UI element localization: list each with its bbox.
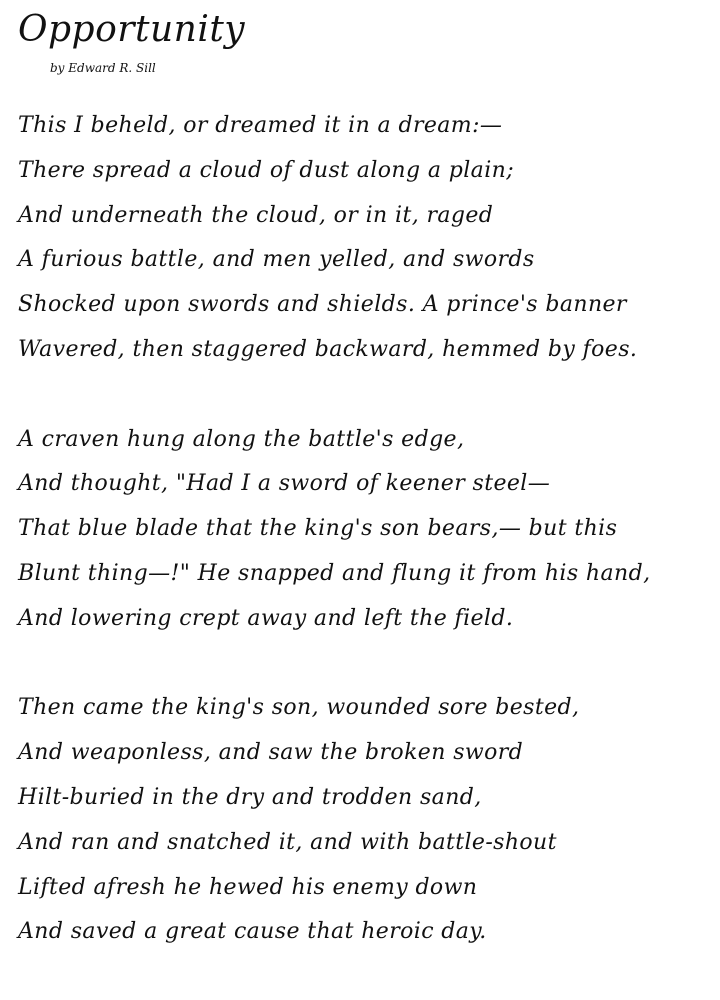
poem-line: And thought, "Had I a sword of keener steel—: [18, 471, 551, 497]
poem-line: Blunt thing—!" He snapped and flung it from his hand,: [18, 560, 651, 586]
poem-line: Wavered, then staggered backward, hemmed by foes.: [18, 336, 638, 362]
poem-line: Hilt-buried in the dry and trodden sand,: [18, 784, 482, 810]
poem-line: This I beheld, or dreamed it in a dream:—: [18, 113, 503, 138]
poem-line: And weaponless, and saw the broken sword: [18, 740, 524, 766]
stanza-2: [18, 418, 708, 642]
stanza-1: [18, 104, 708, 373]
poem-line: A craven hung along the battle's edge,: [18, 426, 465, 452]
stanza-3: [18, 686, 708, 955]
poem-body: [18, 104, 708, 1000]
poem-line: And saved a great cause that heroic day.: [18, 919, 487, 945]
poem-line: And ran and snatched it, and with battle-shout: [18, 829, 557, 855]
poem-line: And underneath the cloud, or in it, raged: [18, 202, 494, 228]
poem-line: A furious battle, and men yelled, and swords: [18, 247, 535, 273]
poem-line: That blue blade that the king's son bears,— but this: [18, 516, 618, 542]
poem-line: There spread a cloud of dust along a plain;: [18, 157, 515, 183]
poem-line: Lifted afresh he hewed his enemy down: [18, 874, 478, 900]
poem-title: Opportunity: [18, 9, 246, 50]
poem-byline: by Edward R. Sill: [50, 61, 156, 75]
poem-line: Shocked upon swords and shields. A prince's banner: [18, 292, 627, 318]
poem-line: And lowering crept away and left the field.: [18, 605, 514, 631]
poem-line: Then came the king's son, wounded sore bested,: [18, 695, 580, 721]
